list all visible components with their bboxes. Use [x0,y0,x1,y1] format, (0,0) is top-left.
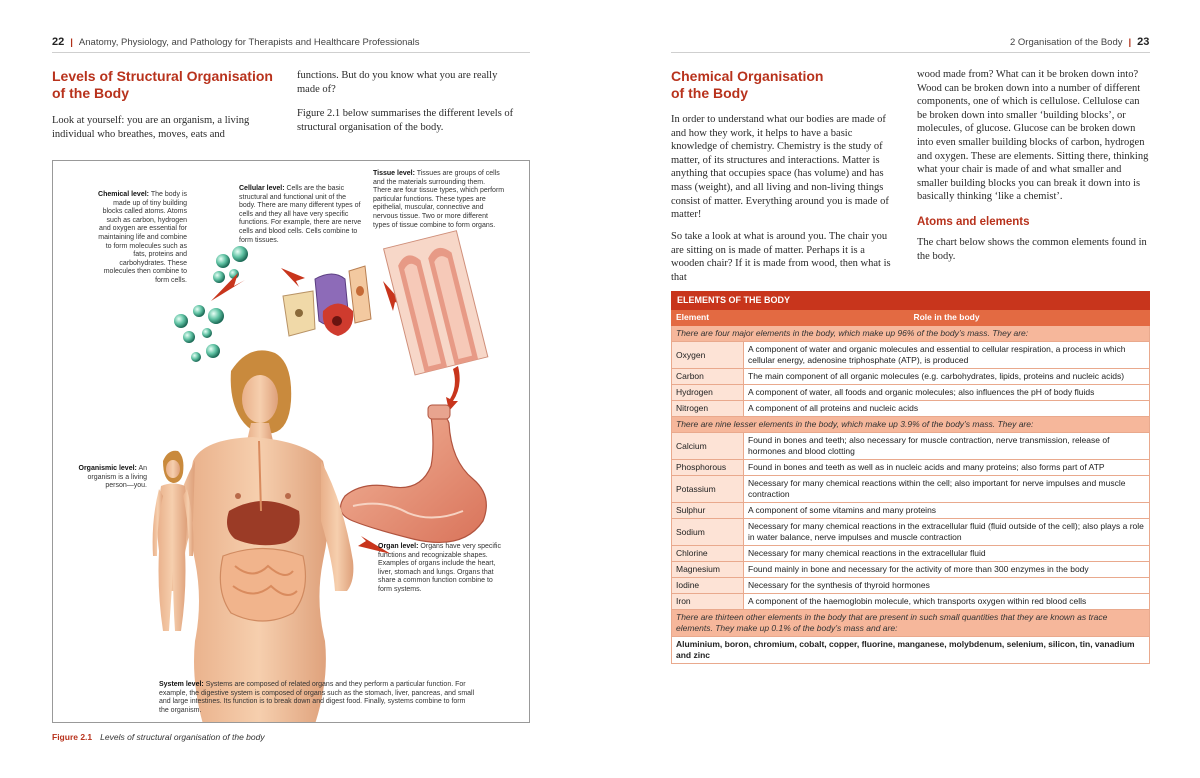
tissue-level-label: Tissue level: Tissues are groups of cells and the materials surrounding them. There are four tissue types, which perform particular functions. These types are epithelial, muscular, connective and nervous tissue. Two or more different types of tissue combine to form organs. [373,170,505,229]
element-name: Hydrogen [672,385,744,401]
tissue-illustration [384,231,488,375]
cellular-level-label: Cellular level: Cells are the basic structural and functional unit of the body. There are many different types of cells and they all have very specific functions. For example, there are nerve cells and blood cells. Cells combine to form tissues. [239,185,362,244]
lesser-elements-note: There are nine lesser elements in the body, which make up 3.9% of the body’s mass. They are: [672,417,1150,433]
table-row [672,476,1150,503]
table-row [672,578,1150,594]
element-name: Iodine [672,578,744,594]
element-role: Necessary for many chemical reactions in the extracellular fluid (fluid outside of the cell); also plays a role in water balance, nerve impulses and muscle contraction [744,519,1150,546]
trace-elements-row [672,637,1150,664]
element-name: Sulphur [672,503,744,519]
figure-number: Figure 2.1 [52,732,93,742]
element-name: Nitrogen [672,401,744,417]
trace-elements-note: There are thirteen other elements in the body that are present in such small quantities that they are known as trace elements. They make up 0.1% of the body’s mass and are: [672,610,1150,637]
element-role: A component of water and organic molecules and essential to cellular respiration, a process in which cellular energy, adenosine triphosphate (ATP), is produced [744,342,1150,369]
figure-caption-text: Levels of structural organisation of the body [100,732,265,742]
element-name: Oxygen [672,342,744,369]
element-name: Calcium [672,433,744,460]
stomach-illustration [341,405,487,542]
element-role: Found in bones and teeth; also necessary for muscle contraction, nerve transmission, release of hormones and blood clotting [744,433,1150,460]
column-header-element: Element [672,310,744,326]
table-row [672,433,1150,460]
table-row [672,385,1150,401]
element-role: Necessary for many chemical reactions within the cell; also important for nerve impulses and muscle contraction [744,476,1150,503]
left-col1-paragraph: Look at yourself: you are an organism, a living individual who breathes, moves, eats and [52,115,250,140]
major-elements-note: There are four major elements in the body, which make up 96% of the body’s mass. They are: [672,326,1150,342]
table-row [672,369,1150,385]
table-title: ELEMENTS OF THE BODY [672,292,1150,310]
organ-level-label: Organ level: Organs have very specific functions and recognizable shapes. Examples of organs include the heart, liver, stomach and lungs. Organs that share a common function combine to form systems. [378,543,501,593]
left-book-title: Anatomy, Physiology, and Pathology for Therapists and Healthcare Professionals [78,37,420,48]
right-col2-paragraph-1: wood made from? What can it be broken down into? Wood can be broken down into a number of different components, one of which is cellulose. Cellulose can be broken down into smaller ‘building blocks’, or molecules, of glucose. Glucose can be broken down into even smaller building blocks of carbon, hydrogen and oxygen. These are elements. Sitting there, thinking what your chair is made of and what smaller and smaller building blocks you can break it down into is basically thinking ‘like a chemist’. [917,69,1149,203]
table-row [672,503,1150,519]
figure-structural-levels [52,160,530,723]
organismic-level-label: Organismic level: An organism is a living person—you. [78,465,147,490]
element-name: Phosphorous [672,460,744,476]
element-role: A component of all proteins and nucleic acids [744,401,1150,417]
element-role: The main component of all organic molecules (e.g. carbohydrates, lipids, proteins and nucleic acids) [744,369,1150,385]
table-row [672,562,1150,578]
element-name: Magnesium [672,562,744,578]
left-running-head: 22 | Anatomy, Physiology, and Pathology for Therapists and Healthcare Professionals [52,36,420,48]
right-running-head: 2 Organisation of the Body | 23 [1010,36,1150,48]
chemical-level-label: Chemical level: The body is made up of tiny building blocks called atoms. Atoms such as carbon, hydrogen and oxygen are essential for maintaining life and combine to form molecules such as fats, proteins and carbohydrates. These molecules then combine to form cells. [98,191,187,284]
table-row [672,546,1150,562]
element-role: Necessary for the synthesis of thyroid hormones [744,578,1150,594]
left-page-number: 22 [52,36,65,48]
table-note-row [672,326,1150,342]
column-header-role: Role in the body [744,310,1150,326]
atoms-elements-subhead: Atoms and elements [917,216,1030,228]
left-head-rule [52,52,530,53]
trace-elements-list: Aluminium, boron, chromium, cobalt, copper, fluorine, manganese, molybdenum, selenium, silicon, tin, vanadium and zinc [672,637,1150,664]
element-name: Carbon [672,369,744,385]
right-section-title: Chemical Organisation of the Body [671,68,824,101]
table-row [672,460,1150,476]
elements-table [671,291,1150,664]
element-name: Potassium [672,476,744,503]
table-row [672,401,1150,417]
element-name: Chlorine [672,546,744,562]
element-role: Found mainly in bone and necessary for the activity of more than 300 enzymes in the body [744,562,1150,578]
right-col2-paragraph-2: The chart below shows the common elements found in the body. [917,237,1147,262]
left-section-title: Levels of Structural Organisation of the Body [52,68,273,101]
element-role: A component of some vitamins and many proteins [744,503,1150,519]
element-role: Found in bones and teeth as well as in nucleic acids and many proteins; also forms part of ATP [744,460,1150,476]
right-page-number: 23 [1137,36,1150,48]
table-header-row [672,310,1150,326]
system-level-label: System level: Systems are composed of related organs and they perform a particular function. For example, the digestive system is composed of organs such as the stomach, liver, pancreas, and small and large intestines. Its function is to break down and digest food. Finally, systems combine to form the organism. [159,681,475,714]
table-title-row [672,292,1150,310]
figure-caption [52,732,265,742]
right-col1-paragraph-2: So take a look at what is around you. The chair you are sitting on is made of matter. Perhaps it is a wooden chair? If it is made from wood, then what is that [671,231,891,283]
element-name: Iron [672,594,744,610]
table-row [672,594,1150,610]
right-col1-paragraph-1: In order to understand what our bodies are made of and how they work, it helps to have a basic knowledge of chemistry. Chemistry is the study of matter, of its structures and interactions. Matter is anything that occupies space (has volume) and has mass (weight), and all living and non-living things consist of matter. Everything around you is made of matter! [671,114,889,221]
left-col2-paragraph-1: functions. But do you know what you are really made of? [297,70,498,95]
table-row [672,519,1150,546]
table-note-row [672,417,1150,433]
left-col2-paragraph-2: Figure 2.1 below summarises the different levels of structural organisation of the body. [297,108,514,133]
element-role: A component of water, all foods and organic molecules; also influences the pH of body fluids [744,385,1150,401]
right-head-rule [671,52,1150,53]
element-role: A component of the haemoglobin molecule, which transports oxygen within red blood cells [744,594,1150,610]
element-name: Sodium [672,519,744,546]
table-row [672,342,1150,369]
right-chapter-title: 2 Organisation of the Body [1010,37,1123,48]
element-role: Necessary for many chemical reactions in the extracellular fluid [744,546,1150,562]
table-note-row [672,610,1150,637]
